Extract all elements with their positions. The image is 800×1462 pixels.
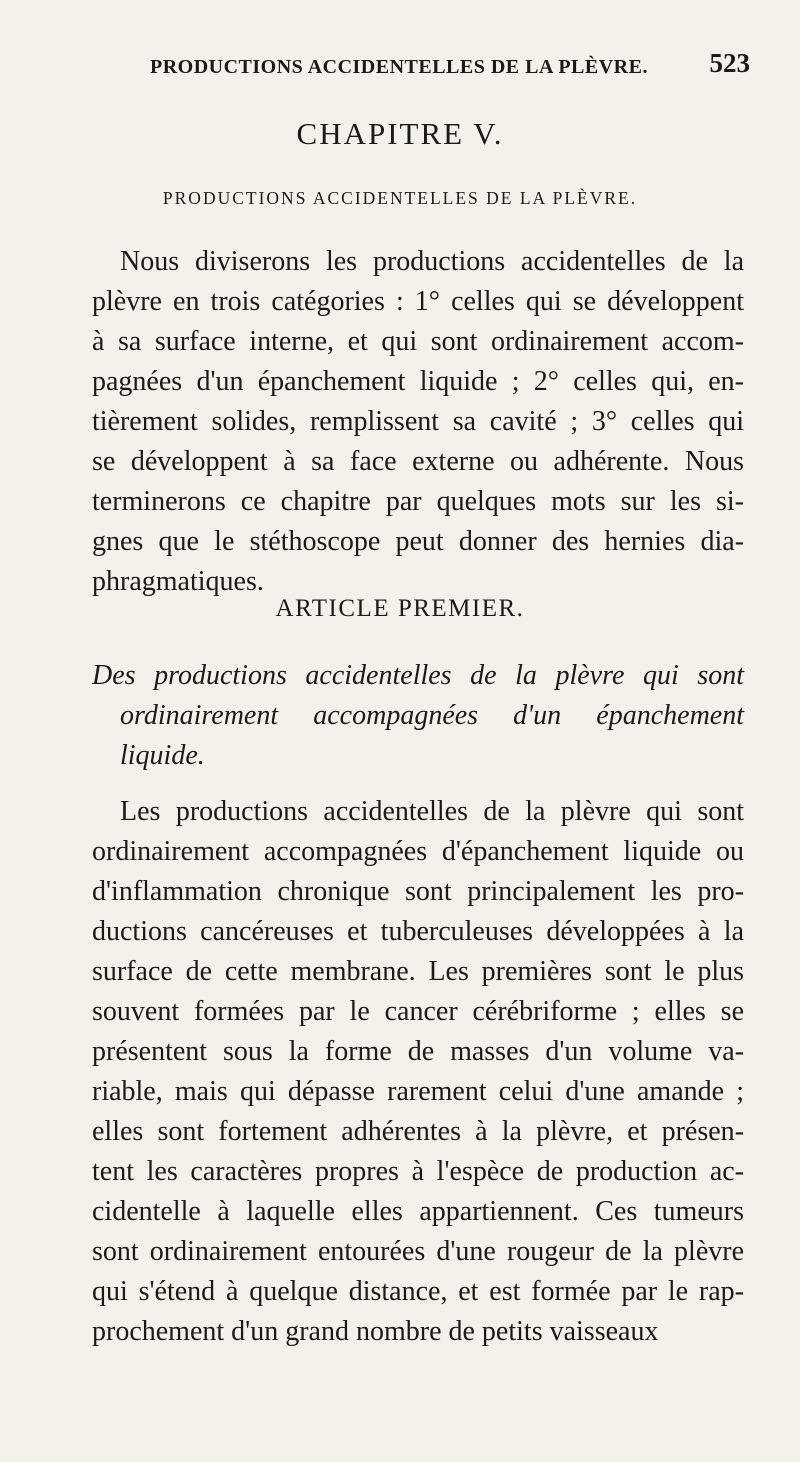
section-title-line: Des productions accidentelles de la plèvre qui sont — [92, 660, 744, 691]
running-head: PRODUCTIONS ACCIDENTELLES DE LA PLÈVRE. — [150, 56, 648, 78]
text-line: riable, mais qui dépasse rarement celui d'une amande ; — [92, 1076, 744, 1107]
text-line: qui s'étend à quelque distance, et est formée par le rap- — [92, 1276, 744, 1307]
text-line: tièrement solides, remplissent sa cavité ; 3° celles qui — [92, 406, 744, 437]
chapter-title: CHAPITRE V. — [296, 116, 504, 151]
text-line: prochement d'un grand nombre de petits vaisseaux — [92, 1316, 659, 1347]
text-line: Nous diviserons les productions accidentelles de la — [120, 246, 744, 277]
text-line: surface de cette membrane. Les premières sont le plus — [92, 956, 744, 987]
text-line: souvent formées par le cancer cérébriforme ; elles se — [92, 996, 744, 1027]
text-line: se développent à sa face externe ou adhérente. Nous — [92, 446, 744, 477]
text-line: ductions cancéreuses et tuberculeuses développées à la — [92, 916, 744, 947]
text-line: phragmatiques. — [92, 566, 264, 597]
section-title-line: ordinairement accompagnées d'un épanchement — [120, 700, 744, 731]
text-line: cidentelle à laquelle elles appartiennent. Ces tumeurs — [92, 1196, 744, 1227]
text-line: elles sont fortement adhérentes à la plèvre, et présen- — [92, 1116, 744, 1147]
intro-paragraph — [92, 242, 744, 602]
page-number: 523 — [709, 48, 750, 78]
text-line: sont ordinairement entourées d'une rougeur de la plèvre — [92, 1236, 744, 1267]
text-line: à sa surface interne, et qui sont ordinairement accom- — [92, 326, 744, 357]
text-line: ordinairement accompagnées d'épanchement liquide ou — [92, 836, 744, 867]
section-title — [92, 656, 744, 776]
text-line: terminerons ce chapitre par quelques mots sur les si- — [92, 486, 744, 517]
text-line: présentent sous la forme de masses d'un volume va- — [92, 1036, 744, 1067]
text-line: gnes que le stéthoscope peut donner des hernies dia- — [92, 526, 744, 557]
article-title: ARTICLE PREMIER. — [275, 595, 525, 622]
text-line: tent les caractères propres à l'espèce de production ac- — [92, 1156, 744, 1187]
text-line: pagnées d'un épanchement liquide ; 2° celles qui, en- — [92, 366, 744, 397]
section-title-line: liquide. — [120, 740, 205, 771]
text-line: Les productions accidentelles de la plèvre qui sont — [120, 796, 744, 827]
text-line: plèvre en trois catégories : 1° celles qui se développent — [92, 286, 744, 317]
text-line: d'inflammation chronique sont principalement les pro- — [92, 876, 744, 907]
chapter-subtitle: PRODUCTIONS ACCIDENTELLES DE LA PLÈVRE. — [162, 188, 638, 208]
body-paragraph — [92, 792, 744, 1352]
